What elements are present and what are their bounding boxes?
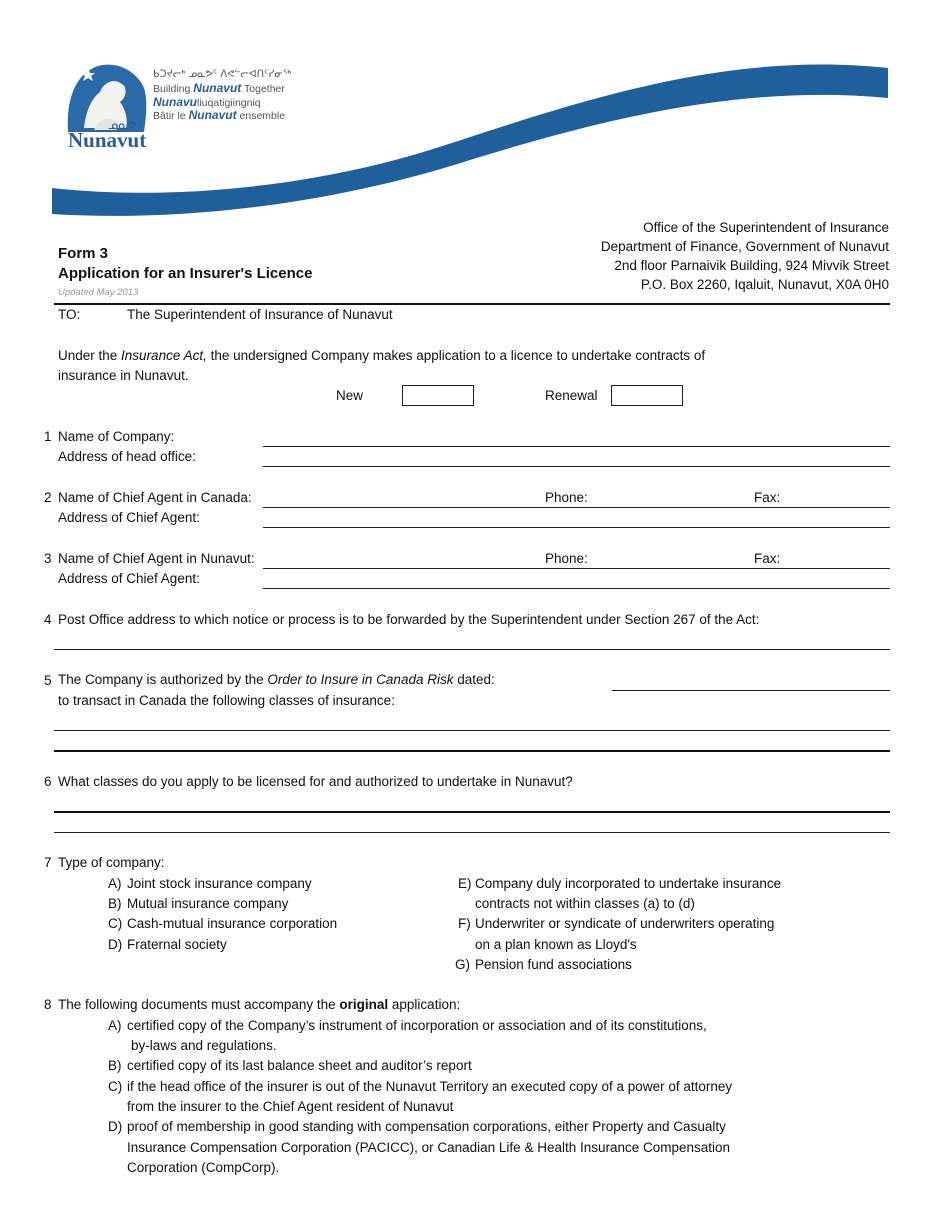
classes-nunavut-field-1[interactable] — [54, 811, 890, 813]
classes-nunavut-label: What classes do you apply to be licensed for and authorized to undertake in Nunavut? — [58, 774, 573, 789]
classes-canada-label: to transact in Canada the following classes of insurance: — [58, 693, 395, 708]
head-office-field[interactable] — [263, 466, 890, 467]
office-line-2: Department of Finance, Government of Nunavut — [600, 239, 889, 254]
nunavut-fax-label: Fax: — [754, 551, 781, 566]
item-1-number: 1 — [44, 429, 52, 444]
logo-tagline-inuinnaqtun: Nunavuliuqatigiingniq — [153, 95, 261, 109]
renewal-label: Renewal — [545, 388, 598, 403]
doc-b-letter: B) — [108, 1058, 122, 1073]
new-label: New — [336, 388, 364, 403]
type-d-letter: D) — [108, 937, 123, 952]
item-5-number: 5 — [44, 673, 52, 688]
canada-phone-label: Phone: — [545, 490, 588, 505]
item-3-number: 3 — [44, 551, 52, 566]
item-8-number: 8 — [44, 997, 52, 1012]
order-date-field[interactable] — [612, 690, 890, 691]
item-7-number: 7 — [44, 855, 52, 870]
doc-a-letter: A) — [108, 1018, 122, 1033]
doc-a-text-2: by-laws and regulations. — [131, 1038, 277, 1053]
type-b-letter: B) — [108, 896, 122, 911]
type-e-letter: E) — [458, 876, 472, 891]
office-line-3: 2nd floor Parnaivik Building, 924 Mivvik Street — [614, 258, 889, 273]
type-a-letter: A) — [108, 876, 122, 891]
classes-canada-field-1[interactable] — [54, 730, 890, 731]
form-number: Form 3 — [58, 245, 109, 262]
swoosh-band — [52, 64, 888, 215]
type-b-text: Mutual insurance company — [127, 896, 289, 911]
chief-agent-nunavut-field[interactable] — [263, 568, 890, 569]
to-label: TO: — [58, 307, 81, 322]
intro-line-2: insurance in Nunavut. — [58, 368, 189, 383]
item-4-number: 4 — [44, 612, 52, 627]
form-title: Application for an Insurer's Licence — [58, 265, 313, 282]
header-divider — [54, 303, 890, 305]
doc-b-text-1: certified copy of its last balance sheet and auditor’s report — [127, 1058, 472, 1073]
nunavut-phone-label: Phone: — [545, 551, 588, 566]
doc-c-text-1: if the head office of the insurer is out of the Nunavut Territory an executed copy of a power of attorney — [127, 1079, 733, 1094]
type-e-text-1: Company duly incorporated to undertake insurance — [475, 876, 782, 891]
nunavut-agent-address-field[interactable] — [263, 588, 890, 589]
company-name-label: Name of Company: — [58, 429, 175, 444]
chief-agent-nunavut-label: Name of Chief Agent in Nunavut: — [58, 551, 255, 566]
doc-a-text-1: certified copy of the Company’s instrument of incorporation or association and of its constitutions, — [127, 1018, 707, 1033]
doc-c-text-2: from the insurer to the Chief Agent resident of Nunavut — [127, 1099, 454, 1114]
head-office-label: Address of head office: — [58, 449, 196, 464]
logo-tagline-french: Bâtir le Nunavut ensemble — [153, 108, 286, 122]
doc-d-letter: D) — [108, 1119, 123, 1134]
canada-agent-address-label: Address of Chief Agent: — [58, 510, 200, 525]
canada-agent-address-field[interactable] — [263, 527, 890, 528]
header-swoosh — [0, 0, 950, 230]
nunavut-agent-address-label: Address of Chief Agent: — [58, 571, 200, 586]
company-name-field[interactable] — [263, 446, 890, 447]
type-c-letter: C) — [108, 916, 123, 931]
documents-label: The following documents must accompany the original application: — [58, 997, 461, 1012]
type-of-company-label: Type of company: — [58, 855, 165, 870]
type-e-text-2: contracts not within classes (a) to (d) — [475, 896, 695, 911]
type-c-text: Cash-mutual insurance corporation — [127, 916, 338, 931]
doc-d-text-3: Corporation (CompCorp). — [127, 1160, 280, 1175]
type-a-text: Joint stock insurance company — [127, 876, 312, 891]
type-f-text-2: on a plan known as Lloyd's — [475, 937, 637, 952]
renewal-checkbox[interactable] — [611, 385, 683, 406]
logo-tagline-syllabics: ᑲᑐᔪᓕᒃ ᓄᓇᕗᑦ ᐱᕙᓪᓕᐊᑎᑦᓯᓂᖅ — [153, 69, 292, 80]
doc-c-letter: C) — [108, 1079, 123, 1094]
canada-fax-label: Fax: — [754, 490, 781, 505]
to-value: The Superintendent of Insurance of Nunavut — [127, 307, 393, 322]
order-to-insure-label: The Company is authorized by the Order to Insure in Canada Risk dated: — [58, 672, 495, 687]
item-2-number: 2 — [44, 490, 52, 505]
office-line-4: P.O. Box 2260, Iqaluit, Nunavut, X0A 0H0 — [640, 277, 889, 292]
post-office-label: Post Office address to which notice or process is to be forwarded by the Superintendent under Section 267 of the Act: — [58, 612, 760, 627]
type-f-letter: F) — [458, 916, 471, 931]
type-d-text: Fraternal society — [127, 937, 227, 952]
post-office-field[interactable] — [54, 649, 890, 650]
type-g-letter: G) — [455, 957, 470, 972]
logo-symbol-text: ᓄᓇᕗᑦ — [108, 118, 143, 132]
classes-canada-field-2[interactable] — [54, 750, 890, 752]
doc-d-text-1: proof of membership in good standing with compensation corporations, either Property and Casualty — [127, 1119, 726, 1134]
item-6-number: 6 — [44, 774, 52, 789]
chief-agent-canada-label: Name of Chief Agent in Canada: — [58, 490, 252, 505]
classes-nunavut-field-2[interactable] — [54, 832, 890, 833]
doc-d-text-2: Insurance Compensation Corporation (PACICC), or Canadian Life & Health Insurance Compensation — [127, 1140, 731, 1155]
intro-line-1: Under the Insurance Act, the undersigned Company makes application to a licence to undertake contracts of — [58, 348, 706, 363]
chief-agent-canada-field[interactable] — [263, 507, 890, 508]
office-line-1: Office of the Superintendent of Insurance — [643, 220, 889, 235]
logo-tagline-english: Building Nunavut Together — [153, 81, 285, 95]
form-updated: Updated May 2013 — [58, 287, 139, 298]
type-g-text: Pension fund associations — [475, 957, 632, 972]
new-checkbox[interactable] — [402, 385, 474, 406]
logo-wordmark: Nunavut — [68, 128, 147, 152]
type-f-text-1: Underwriter or syndicate of underwriters operating — [475, 916, 775, 931]
